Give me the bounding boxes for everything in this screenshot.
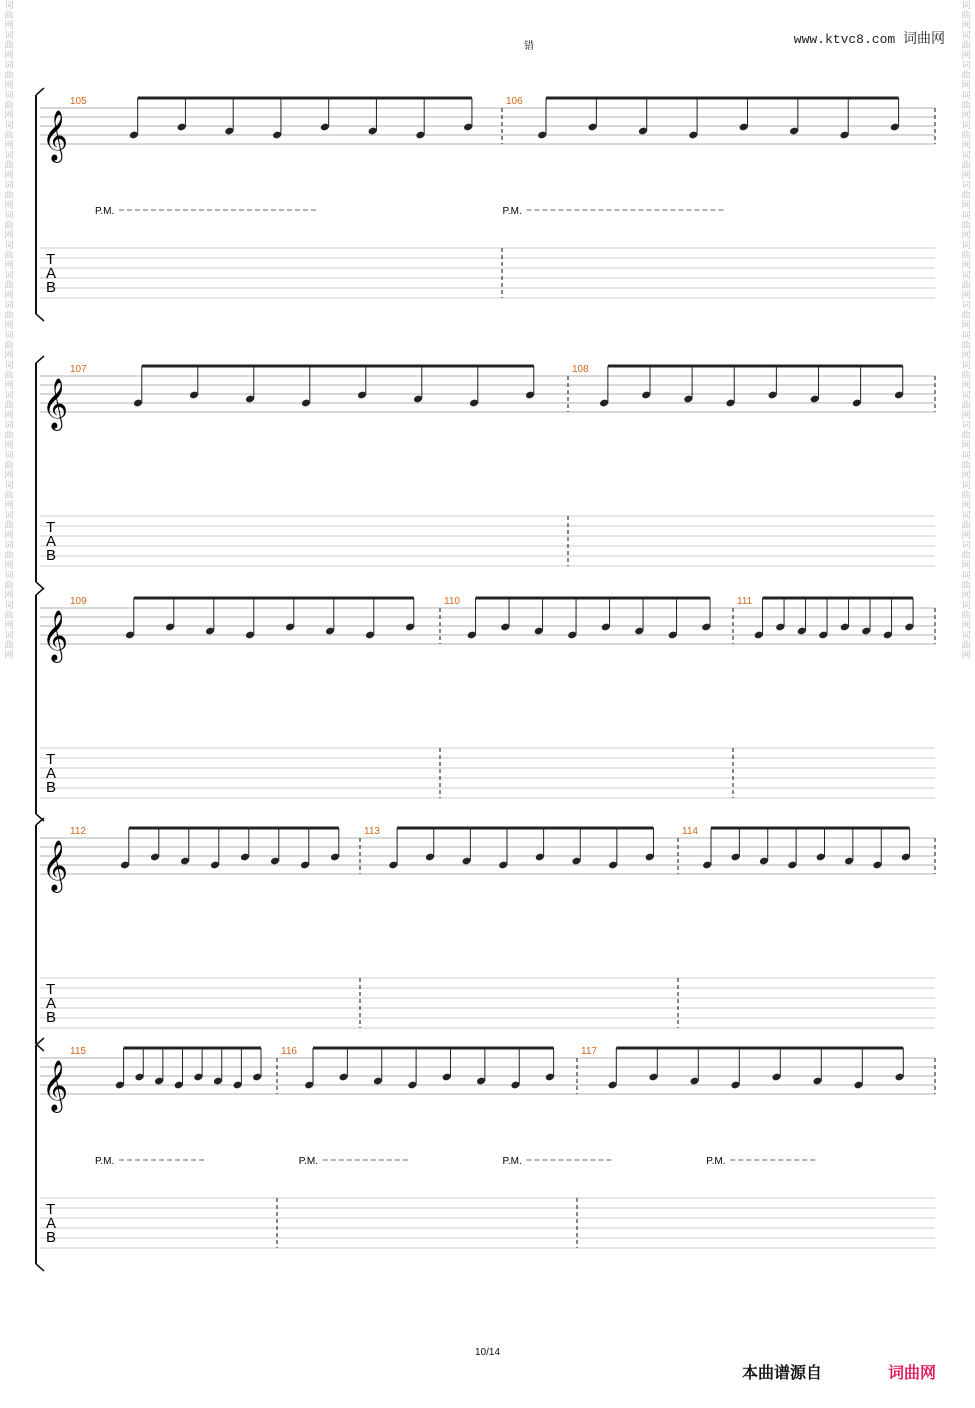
- tab-clef-letter: B: [46, 547, 57, 564]
- tab-clef-letter: T: [46, 519, 56, 536]
- tab-clef-letter: A: [46, 765, 57, 782]
- palm-mute-label: P.M.: [502, 1156, 522, 1167]
- measure-number: 110: [444, 596, 460, 607]
- bracket-hook-bottom: [36, 314, 44, 321]
- measure-number: 108: [572, 364, 589, 375]
- measure-number: 117: [581, 1046, 597, 1057]
- palm-mute-label: P.M.: [95, 1156, 115, 1167]
- measure-number: 112: [70, 826, 86, 837]
- right-watermark: 词曲网 词曲网 词曲网 词曲网 词曲网 词曲网 词曲网 词曲网 词曲网 词曲网 词曲网 词曲网 词曲网 词曲网 词曲网 词曲网 词曲网 词曲网 词曲网 词曲网 词曲网 词曲网: [961, 0, 971, 660]
- palm-mute-label: P.M.: [706, 1156, 726, 1167]
- measure-number: 107: [70, 364, 87, 375]
- source-brand: 词曲网: [888, 1363, 937, 1382]
- bracket-hook-top: [36, 1038, 44, 1045]
- tab-clef-letter: B: [46, 1229, 57, 1246]
- bracket-hook-top: [36, 818, 44, 825]
- measure-number: 113: [364, 826, 380, 837]
- site-name: 词曲网: [903, 31, 945, 47]
- treble-clef-icon: 𝄞: [42, 610, 69, 661]
- measure-number: 115: [70, 1046, 86, 1057]
- treble-clef-icon: 𝄞: [42, 110, 69, 161]
- measure-number: 111: [737, 596, 753, 607]
- tab-clef-letter: A: [46, 995, 57, 1012]
- measure-number: 109: [70, 596, 87, 607]
- bracket-hook-top: [36, 356, 44, 363]
- treble-clef-icon: 𝄞: [42, 840, 69, 891]
- treble-clef-icon: 𝄞: [42, 378, 69, 429]
- palm-mute-label: P.M.: [502, 206, 522, 217]
- bracket-hook-top: [36, 88, 44, 95]
- bracket-hook-bottom: [36, 1264, 44, 1271]
- palm-mute-label: P.M.: [298, 1156, 319, 1167]
- tab-clef-letter: T: [46, 1201, 56, 1218]
- measure-number: 106: [506, 96, 523, 107]
- bracket-hook-bottom: [36, 1044, 44, 1051]
- page-number: 10/14: [474, 1347, 501, 1358]
- tab-clef-letter: A: [46, 265, 57, 282]
- measure-number: 105: [70, 96, 87, 107]
- header-label: 错: [524, 41, 534, 52]
- palm-mute-label: P.M.: [95, 206, 115, 217]
- site-url: www.ktvc8.com: [793, 32, 896, 47]
- bracket-hook-bottom: [36, 582, 44, 589]
- treble-clef-icon: 𝄞: [42, 1060, 69, 1111]
- measure-number: 114: [682, 826, 698, 837]
- tab-clef-letter: T: [46, 751, 56, 768]
- source-text: 本曲谱源自: [742, 1363, 823, 1382]
- measure-number: 116: [281, 1046, 297, 1057]
- tab-clef-letter: B: [46, 279, 57, 296]
- left-watermark: 词曲网 词曲网 词曲网 词曲网 词曲网 词曲网 词曲网 词曲网 词曲网 词曲网 词曲网 词曲网 词曲网 词曲网 词曲网 词曲网 词曲网 词曲网 词曲网 词曲网 词曲网 词曲网: [4, 0, 14, 660]
- tab-clef-letter: A: [46, 533, 57, 550]
- tab-clef-letter: T: [46, 251, 56, 268]
- bracket-hook-top: [36, 588, 44, 595]
- tab-clef-letter: B: [46, 779, 57, 796]
- tab-clef-letter: B: [46, 1009, 57, 1026]
- tab-clef-letter: T: [46, 981, 56, 998]
- tab-clef-letter: A: [46, 1215, 57, 1232]
